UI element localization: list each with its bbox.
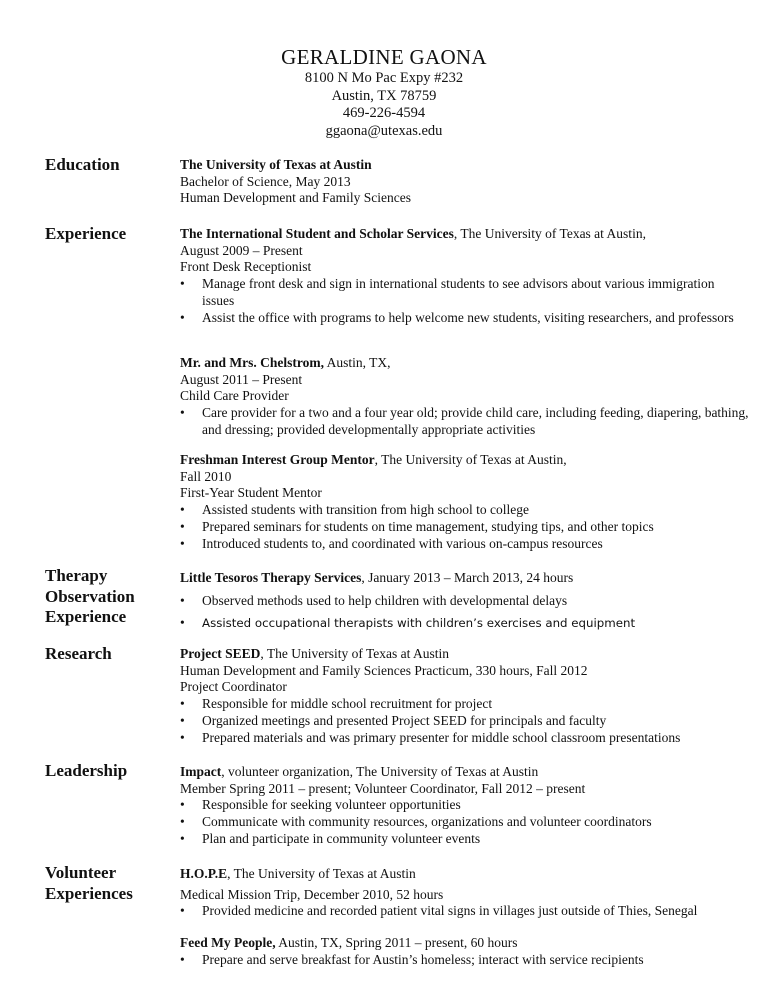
list-item [180,276,750,309]
address-line-1: 8100 N Mo Pac Expy #232 [304,70,464,86]
list-item [180,536,750,553]
list-item [180,952,750,969]
job-1-bullet-2: Assist the office with programs to help welcome new students, visiting researchers, and professors [202,309,734,325]
job-2-org-rest: Austin, TX, [324,355,391,370]
job-3-bullet-3: Introduced students to, and coordinated with various on-campus resources [202,535,603,551]
job-1-role: Front Desk Receptionist [180,259,312,275]
degree: Bachelor of Science, May 2013 [180,173,351,189]
list-item [180,519,750,536]
therapy-bullet-1: Observed methods used to help children with developmental delays [202,592,568,608]
list-item [180,502,750,519]
therapy-org-rest: , January 2013 – March 2013, 24 hours [361,570,574,585]
bullet-marker: • [180,830,185,846]
resume-header [0,44,768,140]
leadership-bullet-1: Responsible for seeking volunteer opportunities [202,797,461,813]
bullet-marker: • [180,814,185,830]
leadership-bullet-3: Plan and participate in community volunteer events [202,830,481,846]
job-3-bullet-1: Assisted students with transition from high school to college [202,502,529,518]
education-entry [180,157,750,207]
email-address: ggaona@utexas.edu [325,122,443,139]
volunteer-org: H.O.P.E [180,866,228,881]
list-item [180,593,750,610]
bullet-marker: • [180,615,185,631]
bullet-marker: • [180,309,185,325]
bullet-marker: • [180,951,185,967]
list-item [180,310,750,327]
research-org-rest: , The University of Texas at Austin [260,646,450,661]
job-1-org: The International Student and Scholar Services [180,226,454,241]
research-bullet-1: Responsible for middle school recruitment for project [202,696,493,712]
volunteer-heading-line-2: Experiences [45,883,133,903]
list-item [180,696,750,713]
research-bullet-2: Organized meetings and presented Project SEED for principals and faculty [202,712,607,728]
list-item [180,814,750,831]
list-item [180,730,750,747]
experience-job-3 [180,452,750,552]
volunteer-org-rest: , The University of Texas at Austin [227,866,416,881]
leadership-line-2: Member Spring 2011 – present; Volunteer Coordinator, Fall 2012 – present [180,780,586,796]
list-item [180,797,750,814]
therapy-heading-line-1: Therapy [45,566,108,585]
education-heading: Education [45,155,120,174]
volunteer-entry-1 [180,866,750,920]
volunteer-2-bullet-1: Prepare and serve breakfast for Austin’s homeless; interact with service recipients [202,951,644,967]
therapy-org: Little Tesoros Therapy Services [180,570,362,585]
job-1-dates: August 2009 – Present [180,242,303,258]
volunteer-entry-2 [180,935,750,968]
leadership-entry [180,764,750,848]
job-3-org: Freshman Interest Group Mentor [180,452,375,467]
bullet-marker: • [180,696,185,712]
leadership-bullet-2: Communicate with community resources, organizations and volunteer coordinators [202,814,652,830]
school-name: The University of Texas at Austin [180,157,372,172]
job-1-org-rest: , The University of Texas at Austin, [453,226,646,241]
phone-number: 469-226-4594 [342,105,426,121]
therapy-heading [45,566,135,628]
bullet-marker: • [180,502,185,518]
research-org: Project SEED [180,646,261,661]
therapy-bullet-2: Assisted occupational therapists with children’s exercises and equipment [202,616,636,631]
job-1-bullet-1: Manage front desk and sign in international students to see advisors about various immigration issues [202,276,715,308]
bullet-marker: • [180,712,185,728]
bullet-marker: • [180,405,185,421]
therapy-heading-line-3: Experience [45,607,127,626]
job-2-dates: August 2011 – Present [180,371,303,387]
leadership-heading: Leadership [45,761,128,780]
job-2-org: Mr. and Mrs. Chelstrom, [180,355,324,370]
leadership-org: Impact [180,764,222,779]
volunteer-line-2: Medical Mission Trip, December 2010, 52 hours [180,886,444,902]
experience-heading: Experience [45,224,127,243]
bullet-marker: • [180,797,185,813]
bullet-marker: • [180,729,185,745]
research-entry [180,646,750,746]
list-item [180,903,750,920]
list-item [180,615,750,632]
therapy-heading-line-2: Observation [45,586,135,606]
major: Human Development and Family Sciences [180,190,411,206]
list-item [180,713,750,730]
bullet-marker: • [180,518,185,534]
volunteer-bullet-1: Provided medicine and recorded patient vital signs in villages just outside of Thies, Senegal [202,903,698,919]
bullet-marker: • [180,535,185,551]
candidate-name: GERALDINE GAONA [281,45,487,69]
bullet-marker: • [180,276,185,292]
research-bullet-3: Prepared materials and was primary presenter for middle school classroom presentations [202,729,681,745]
job-2-role: Child Care Provider [180,388,289,404]
volunteer-heading [45,863,133,904]
leadership-org-rest: , volunteer organization, The University of Texas at Austin [221,764,539,779]
job-2-bullet-1: Care provider for a two and a four year old; provide child care, including feeding, diapering, bathing, and dressing; provided developmentally appropriate activities [202,405,749,437]
list-item [180,831,750,848]
job-3-bullet-2: Prepared seminars for students on time management, studying tips, and other topics [202,518,654,534]
job-3-org-rest: , The University of Texas at Austin, [374,452,567,467]
list-item [180,405,750,438]
bullet-marker: • [180,903,185,919]
research-line-2: Human Development and Family Sciences Practicum, 330 hours, Fall 2012 [180,662,588,678]
bullet-marker: • [180,592,185,608]
address-line-2: Austin, TX 78759 [331,87,437,104]
research-role: Project Coordinator [180,679,287,695]
volunteer-org-2: Feed My People, [180,935,276,950]
job-3-dates: Fall 2010 [180,468,232,484]
job-3-role: First-Year Student Mentor [180,485,322,501]
research-heading: Research [45,644,112,663]
volunteer-heading-line-1: Volunteer [45,863,117,882]
volunteer-org-2-rest: Austin, TX, Spring 2011 – present, 60 hours [275,935,518,950]
therapy-entry [180,570,750,632]
experience-job-2 [180,355,750,439]
experience-job-1 [180,226,750,326]
